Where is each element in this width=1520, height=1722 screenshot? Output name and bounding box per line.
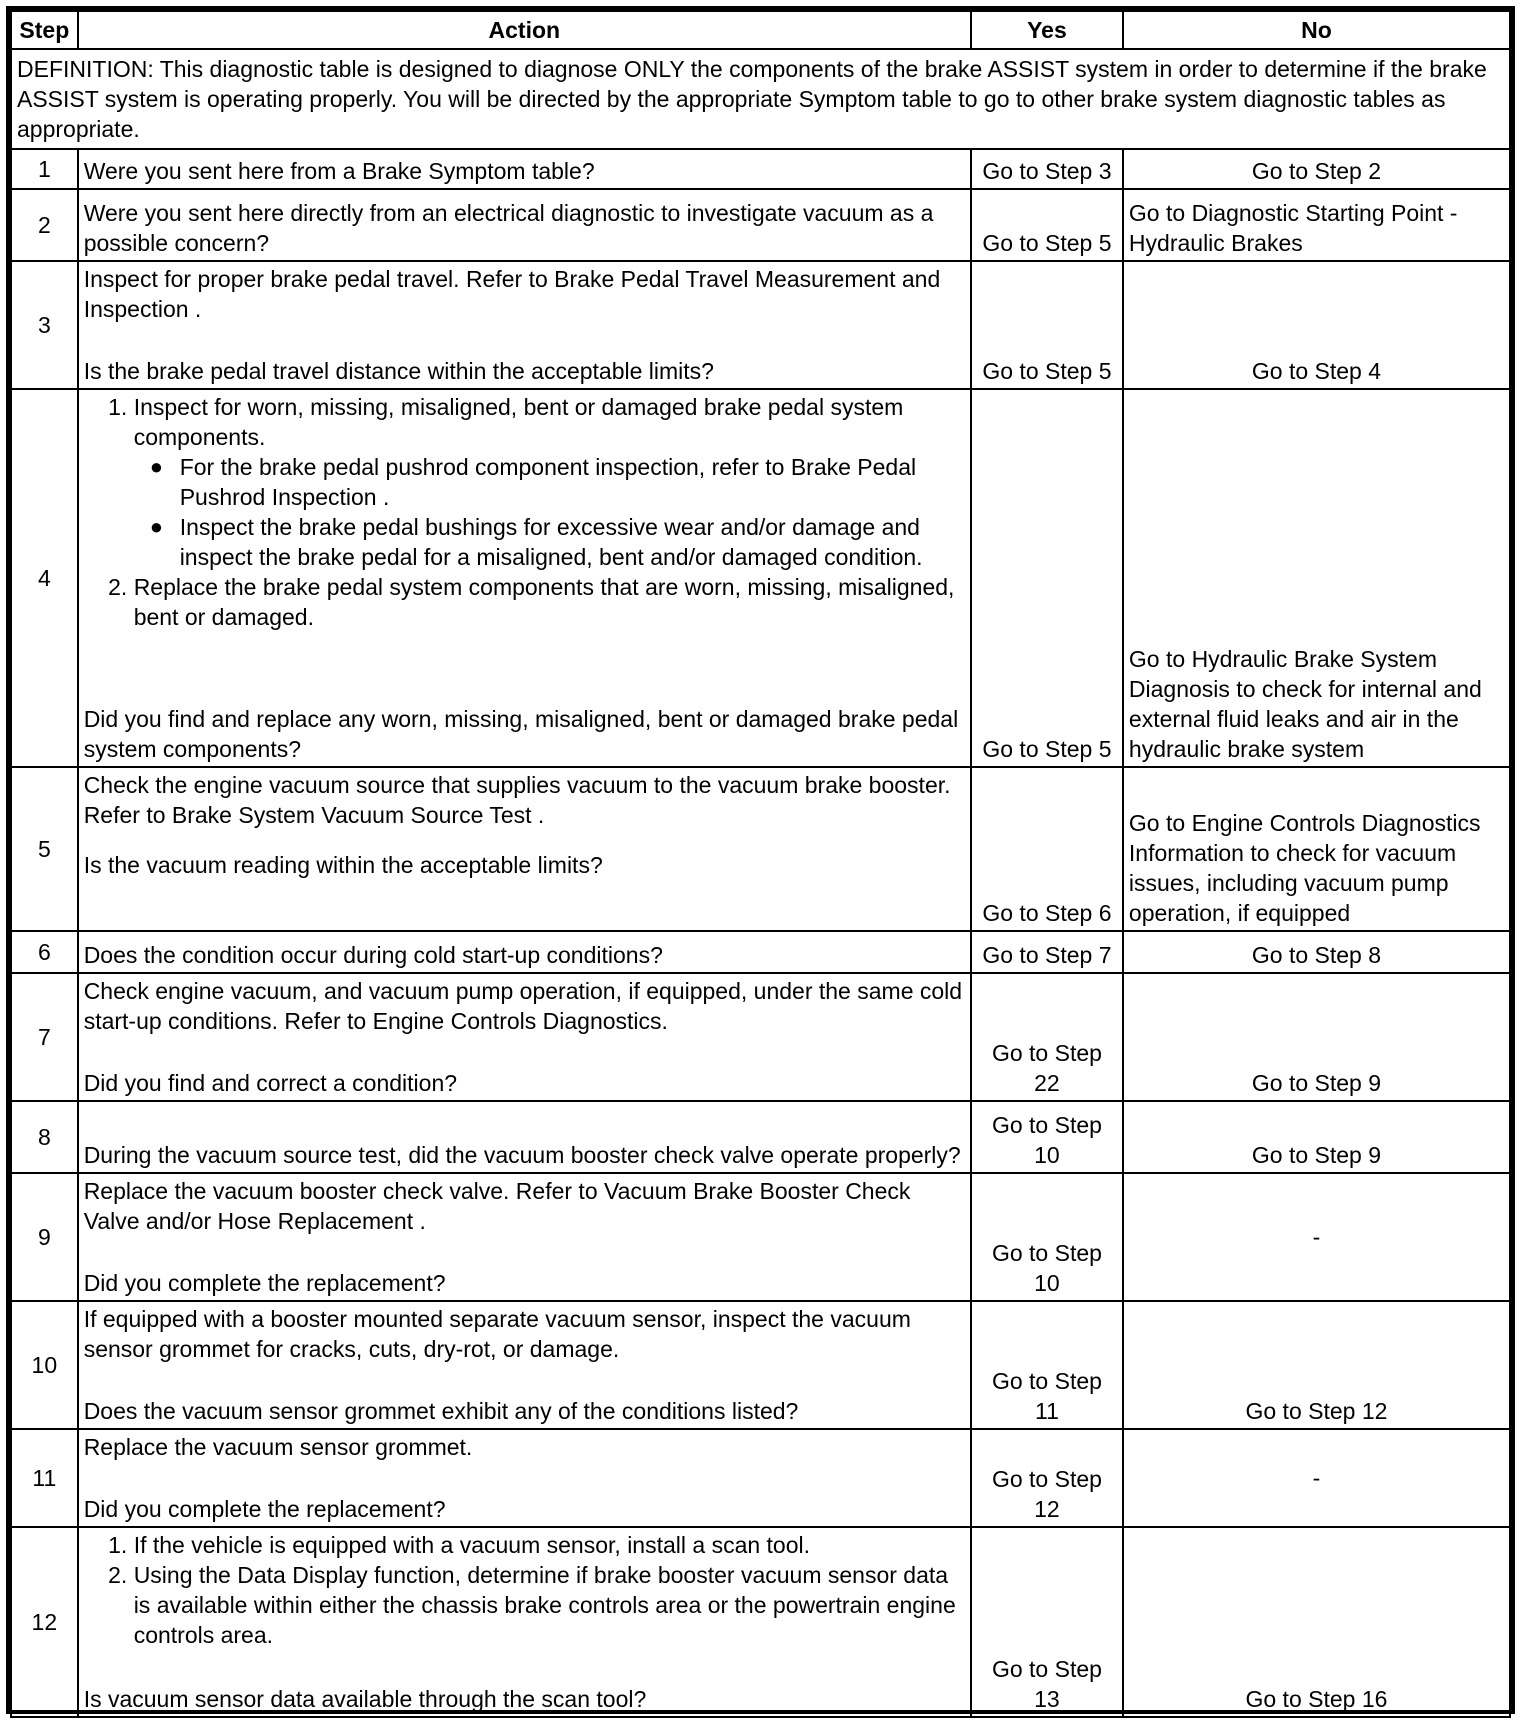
- table-row: [11, 1429, 1510, 1527]
- action-cell: [78, 1301, 971, 1429]
- step-number: 7: [11, 973, 78, 1101]
- yes-link[interactable]: Go to Step 3: [971, 149, 1123, 189]
- action-text: If equipped with a booster mounted separate vacuum sensor, inspect the vacuum sensor grommet for cracks, cuts, dry-rot, or damage.: [83, 1306, 911, 1362]
- table-row: [11, 1173, 1510, 1301]
- step-number: 9: [11, 1173, 78, 1301]
- no-link[interactable]: Go to Hydraulic Brake System Diagnosis to check for internal and external fluid leaks and air in the hydraulic brake system: [1123, 389, 1510, 767]
- list-item-text: If the vehicle is equipped with a vacuum sensor, install a scan tool.: [133, 1532, 811, 1558]
- action-cell: [78, 389, 971, 767]
- yes-link[interactable]: Go to Step 10: [971, 1101, 1123, 1173]
- yes-link[interactable]: Go to Step 12: [971, 1429, 1123, 1527]
- action-steps-list: [84, 1530, 965, 1650]
- table-row: [11, 767, 1510, 931]
- action-text: Inspect for proper brake pedal travel. Refer to Brake Pedal Travel Measurement and Inspection .: [83, 266, 941, 322]
- diagnostic-table: [10, 10, 1511, 1718]
- table-row: [11, 1527, 1510, 1717]
- no-link[interactable]: Go to Step 16: [1123, 1527, 1510, 1717]
- action-text: Were you sent here from a Brake Symptom table?: [78, 149, 971, 189]
- action-question: Did you find and replace any worn, missing, misaligned, bent or damaged brake pedal system components?: [83, 706, 959, 762]
- action-steps-list: [84, 392, 965, 632]
- table-row: [11, 973, 1510, 1101]
- action-text: Replace the vacuum booster check valve. Refer to Vacuum Brake Booster Check Valve and/or Hose Replacement .: [83, 1178, 911, 1234]
- action-cell: [78, 1173, 971, 1301]
- list-item: [134, 572, 965, 632]
- table-row: [11, 1101, 1510, 1173]
- action-question: Is vacuum sensor data available through the scan tool?: [83, 1686, 647, 1712]
- no-link[interactable]: Go to Step 12: [1123, 1301, 1510, 1429]
- diagnostic-table-document: [6, 6, 1515, 1714]
- header-no: No: [1123, 11, 1510, 49]
- yes-link[interactable]: Go to Step 11: [971, 1301, 1123, 1429]
- no-link[interactable]: Go to Engine Controls Diagnostics Information to check for vacuum issues, including vacuum pump operation, if equipped: [1123, 767, 1510, 931]
- action-question: Did you complete the replacement?: [83, 1496, 446, 1522]
- table-row: [11, 389, 1510, 767]
- yes-link[interactable]: Go to Step 13: [971, 1527, 1123, 1717]
- action-cell: [78, 1429, 971, 1527]
- action-text: Check engine vacuum, and vacuum pump operation, if equipped, under the same cold start-up conditions. Refer to Engine Controls Diagnostics.: [83, 978, 963, 1034]
- action-question: Did you find and correct a condition?: [83, 1070, 458, 1096]
- table-row: [11, 931, 1510, 973]
- action-question: Does the vacuum sensor grommet exhibit any of the conditions listed?: [83, 1398, 799, 1424]
- yes-link[interactable]: Go to Step 22: [971, 973, 1123, 1101]
- action-text: During the vacuum source test, did the vacuum booster check valve operate properly?: [78, 1101, 971, 1173]
- bullet-list: [134, 452, 965, 572]
- action-cell: [78, 261, 971, 389]
- bullet-text: Inspect the brake pedal bushings for excessive wear and/or damage and inspect the brake pedal for a misaligned, bent and/or damaged condition.: [179, 514, 923, 570]
- action-cell: [78, 1527, 971, 1717]
- step-number: 8: [11, 1101, 78, 1173]
- action-cell: [78, 973, 971, 1101]
- no-link[interactable]: Go to Step 4: [1123, 261, 1510, 389]
- no-value: -: [1123, 1173, 1510, 1301]
- step-number: 10: [11, 1301, 78, 1429]
- header-step: Step: [11, 11, 78, 49]
- step-number: 2: [11, 189, 78, 261]
- step-number: 12: [11, 1527, 78, 1717]
- step-number: 5: [11, 767, 78, 931]
- list-item: [134, 1560, 965, 1650]
- table-row: [11, 149, 1510, 189]
- no-link[interactable]: Go to Step 9: [1123, 973, 1510, 1101]
- bullet-text: For the brake pedal pushrod component inspection, refer to Brake Pedal Pushrod Inspection .: [179, 454, 917, 510]
- bullet-icon: ●: [149, 514, 163, 539]
- yes-link[interactable]: Go to Step 5: [971, 189, 1123, 261]
- no-link[interactable]: Go to Diagnostic Starting Point - Hydraulic Brakes: [1123, 189, 1510, 261]
- table-row: [11, 261, 1510, 389]
- action-text: Were you sent here directly from an electrical diagnostic to investigate vacuum as a possible concern?: [78, 189, 971, 261]
- list-item-text: Replace the brake pedal system components that are worn, missing, misaligned, bent or damaged.: [133, 574, 955, 630]
- yes-link[interactable]: Go to Step 10: [971, 1173, 1123, 1301]
- bullet-icon: ●: [149, 454, 163, 479]
- yes-link[interactable]: Go to Step 6: [971, 767, 1123, 931]
- step-number: 3: [11, 261, 78, 389]
- step-number: 6: [11, 931, 78, 973]
- no-link[interactable]: Go to Step 2: [1123, 149, 1510, 189]
- no-value: -: [1123, 1429, 1510, 1527]
- step-number: 11: [11, 1429, 78, 1527]
- list-item-text: Inspect for worn, missing, misaligned, bent or damaged brake pedal system components.: [133, 394, 904, 450]
- list-item-text: Using the Data Display function, determine if brake booster vacuum sensor data is available within either the chassis brake controls area or the powertrain engine controls area.: [133, 1562, 956, 1648]
- action-question: Did you complete the replacement?: [83, 1270, 446, 1296]
- action-text: Check the engine vacuum source that supplies vacuum to the vacuum brake booster. Refer to Brake System Vacuum Source Test .: [83, 772, 951, 828]
- list-item: [134, 1530, 965, 1560]
- action-text: Does the condition occur during cold start-up conditions?: [78, 931, 971, 973]
- table-row: [11, 1301, 1510, 1429]
- action-question: Is the brake pedal travel distance within the acceptable limits?: [83, 358, 714, 384]
- action-text: Replace the vacuum sensor grommet.: [83, 1434, 473, 1460]
- step-number: 1: [11, 149, 78, 189]
- header-action: Action: [78, 11, 971, 49]
- header-row: [11, 11, 1510, 49]
- definition-row: [11, 49, 1510, 149]
- action-cell: [78, 767, 971, 931]
- no-link[interactable]: Go to Step 8: [1123, 931, 1510, 973]
- yes-link[interactable]: Go to Step 7: [971, 931, 1123, 973]
- no-link[interactable]: Go to Step 9: [1123, 1101, 1510, 1173]
- definition-text: DEFINITION: This diagnostic table is designed to diagnose ONLY the components of the brake ASSIST system in order to determine if the brake ASSIST system is operating properly. You will be directed by the appropriate Symptom table to go to other brake system diagnostic tables as appropriate.: [11, 49, 1510, 149]
- step-number: 4: [11, 389, 78, 767]
- list-item: [134, 392, 965, 572]
- header-yes: Yes: [971, 11, 1123, 49]
- yes-link[interactable]: Go to Step 5: [971, 389, 1123, 767]
- bullet-item: [149, 452, 965, 512]
- table-row: [11, 189, 1510, 261]
- yes-link[interactable]: Go to Step 5: [971, 261, 1123, 389]
- bullet-item: [149, 512, 965, 572]
- action-question: Is the vacuum reading within the acceptable limits?: [83, 852, 603, 878]
